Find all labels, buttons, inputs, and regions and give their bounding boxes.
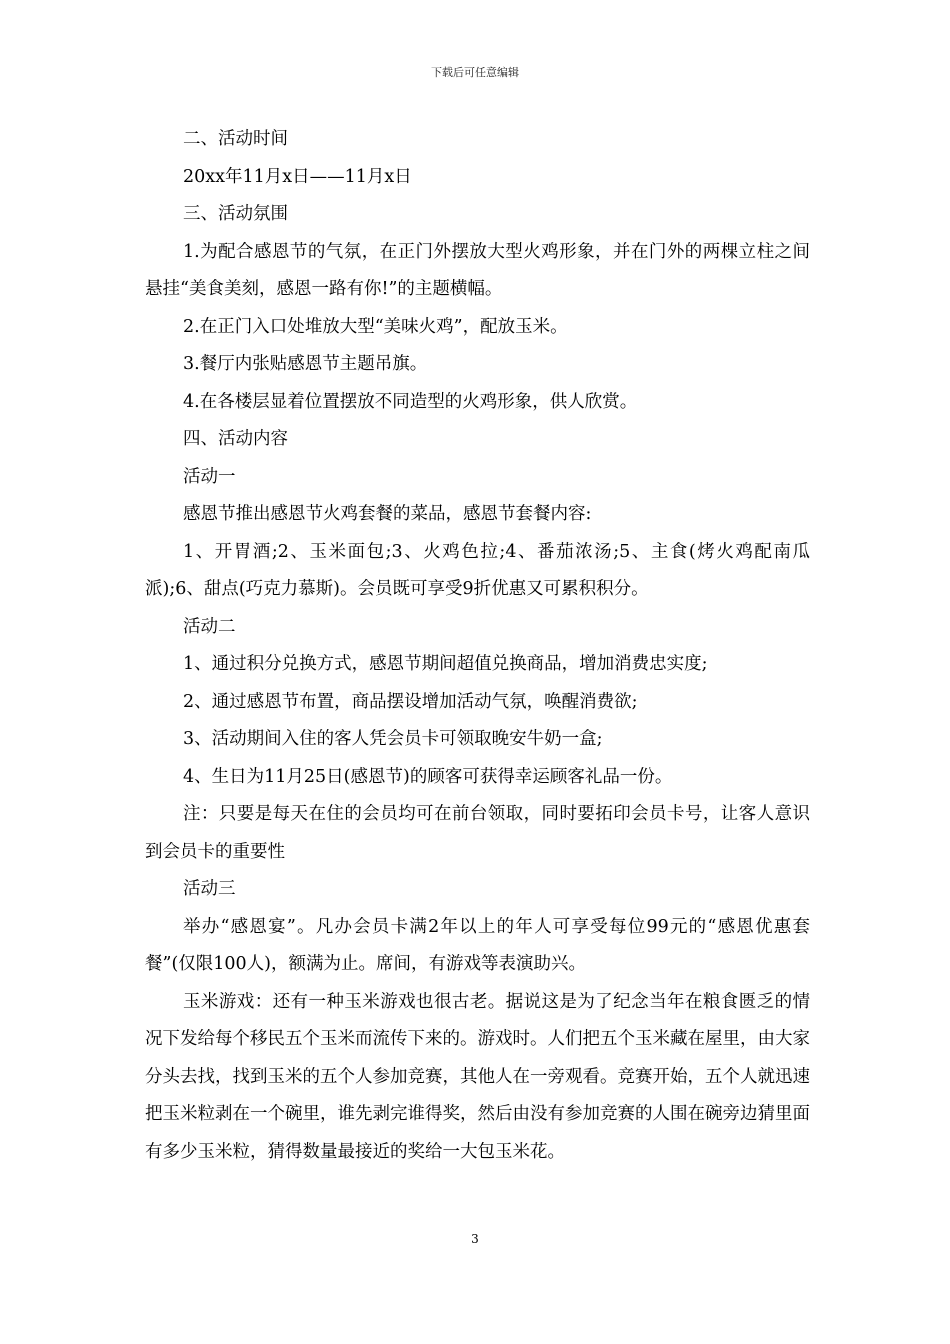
activity-two-heading: 活动二 xyxy=(183,616,236,637)
activity-two-item-4: 4、生日为11月25日(感恩节)的顾客可获得幸运顾客礼品一份。 xyxy=(183,766,673,787)
activity-one-menu: 1、开胃酒;2、玉米面包;3、火鸡色拉;4、番茄浓汤;5、主食(烤火鸡配南瓜派);6、甜点(巧克力慕斯)。会员既可享受9折优惠又可累积积分。 xyxy=(145,541,810,599)
activity-two-item-2: 2、通过感恩节布置，商品摆设增加活动气氛，唤醒消费欲; xyxy=(183,691,638,712)
activity-date-range: 20xx年11月x日——11月x日 xyxy=(183,166,412,187)
section-heading-atmosphere: 三、活动氛围 xyxy=(183,204,288,224)
document-body xyxy=(145,121,810,1171)
atmosphere-item-1: 1.为配合感恩节的气氛，在正门外摆放大型火鸡形象，并在门外的两棵立柱之间悬挂“美食美刻，感恩一路有你!”的主题横幅。 xyxy=(145,241,810,299)
activity-three-body: 举办“感恩宴”。凡办会员卡满2年以上的年人可享受每位99元的“感恩优惠套餐”(仅限100人)，额满为止。席间，有游戏等表演助兴。 xyxy=(145,916,810,974)
activity-one-heading: 活动一 xyxy=(183,466,236,487)
section-heading-time: 二、活动时间 xyxy=(183,129,288,149)
activity-three-heading: 活动三 xyxy=(183,879,236,899)
page-header: 下载后可任意编辑 xyxy=(431,66,519,79)
atmosphere-item-2: 2.在正门入口处堆放大型“美味火鸡”，配放玉米。 xyxy=(183,316,568,337)
atmosphere-item-3: 3.餐厅内张贴感恩节主题吊旗。 xyxy=(183,354,428,374)
section-heading-content: 四、活动内容 xyxy=(183,429,288,449)
atmosphere-item-4: 4.在各楼层显着位置摆放不同造型的火鸡形象，供人欣赏。 xyxy=(183,391,638,412)
activity-two-item-3: 3、活动期间入住的客人凭会员卡可领取晚安牛奶一盒; xyxy=(183,729,603,749)
page-number: 3 xyxy=(471,1232,479,1246)
activity-two-note: 注：只要是每天在住的会员均可在前台领取，同时要拓印会员卡号，让客人意识到会员卡的重要性 xyxy=(145,804,810,862)
activity-two-item-1: 1、通过积分兑换方式，感恩节期间超值兑换商品，增加消费忠实度; xyxy=(183,654,708,674)
corn-game-paragraph: 玉米游戏：还有一种玉米游戏也很古老。据说这是为了纪念当年在粮食匮乏的情况下发给每个移民五个玉米而流传下来的。游戏时。人们把五个玉米藏在屋里，由大家分头去找，找到玉米的五个人参加竞赛，其他人在一旁观看。竞赛开始，五个人就迅速把玉米粒剥在一个碗里，谁先剥完谁得奖，然后由没有参加竞赛的人围在碗旁边猜里面有多少玉米粒，猜得数量最接近的奖给一大包玉米花。 xyxy=(145,991,810,1162)
activity-one-intro: 感恩节推出感恩节火鸡套餐的菜品，感恩节套餐内容: xyxy=(183,504,592,524)
